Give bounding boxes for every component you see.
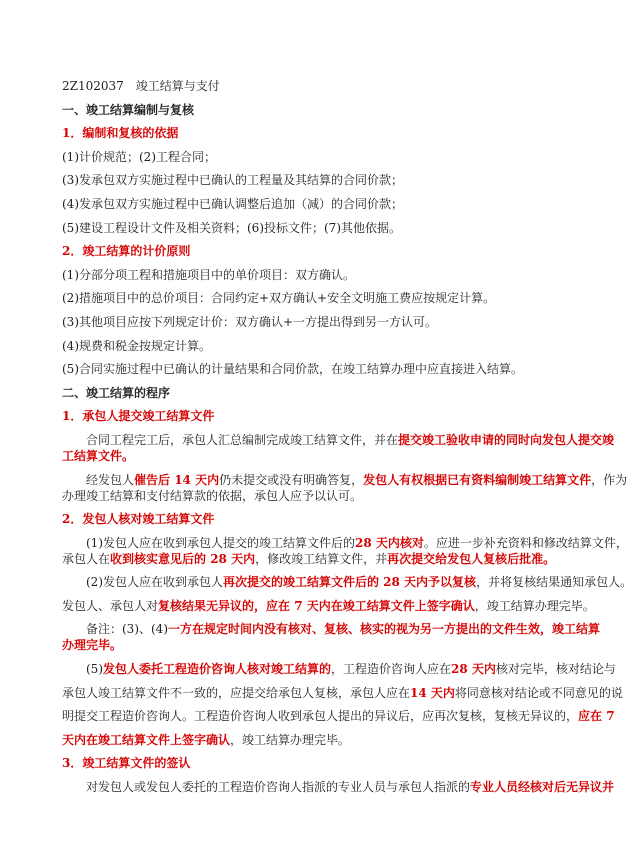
heading-section-2: 二、竣工结算的程序: [62, 385, 171, 400]
heading-section-1: 一、竣工结算编制与复核: [62, 102, 195, 117]
highlight-text: 竣工结算: [552, 622, 601, 637]
text-run: 办理竣工结算和支付结算款的依据，承包人应予以认可。: [62, 488, 363, 503]
list-item: (1)计价规范；(2)工程合同；: [62, 149, 216, 164]
heading-sub-2-3: 3．竣工结算文件的签认: [62, 756, 191, 771]
highlight-text: 工结算文件。: [62, 448, 135, 463]
heading-sub-2-1: 1．承包人提交竣工结算文件: [62, 409, 215, 424]
highlight-text: 再次提交给发包人复核后批准。: [387, 551, 556, 566]
highlight-text: 提交竣工验收申请的同时向发包人提交竣: [398, 432, 615, 447]
paragraph-line: [62, 448, 540, 464]
text-run: ，工程造价咨询人应在: [331, 662, 452, 677]
paragraph-line: [62, 621, 601, 637]
list-item: (2)措施项目中的总价项目：合同约定+双方确认+安全文明施工费应按规定计算。: [62, 291, 496, 306]
text-run: (2)发包人应在收到承包人: [86, 575, 223, 590]
paragraph-line: [62, 488, 540, 504]
text-run: (5): [86, 662, 103, 677]
highlight-text: 催告后 14 天内: [134, 472, 220, 487]
text-run: 承包人竣工结算文件不一致的，应提交给承包人复核，承包人应在: [62, 685, 411, 700]
text-run: ，修改竣工结算文件，并: [255, 551, 388, 566]
text-run: 合同工程完工后，承包人汇总编制完成竣工结算文件，并在: [86, 432, 399, 447]
heading-sub-2-2: 2．发包人核对竣工结算文件: [62, 512, 215, 527]
highlight-text: 28 天内核对: [355, 535, 424, 550]
highlight-text: 天内在竣工结算文件上签字确: [62, 732, 219, 747]
highlight-text: 再次提交的竣工结算文件后的 28 天内予以复核: [223, 575, 477, 590]
highlight-text: 14 天内: [410, 685, 455, 700]
heading-sub-1-1: 1．编制和复核的依据: [62, 126, 179, 141]
list-item: (3)其他项目应按下列规定计价：双方确认+一方提出得到另一方认可。: [62, 314, 438, 329]
list-item: (4)发承包双方实施过程中已确认调整后追加（减）的合同价款；: [62, 196, 404, 211]
text-run: 。应进一步补充资料和修改结算文件，: [423, 535, 628, 550]
text-run: 仍未提交或没有明确答复，: [219, 472, 364, 487]
text-run: 核对完毕，核对结论与: [495, 662, 616, 677]
list-item: (5)合同实施过程中已确认的计量结果和合同价款，在竣工结算办理中应直接进入结算。: [62, 362, 524, 377]
text-run: 承包人在: [62, 551, 111, 566]
paragraph-line: [62, 472, 628, 488]
highlight-text: 一方在规定时间内没有核对、复核、核实的视为另一方提出的文件生效，: [168, 622, 553, 637]
paragraph-line: [62, 551, 556, 567]
paragraph-line: [62, 661, 616, 677]
section-header: 2Z102037 竣工结算与支付: [62, 79, 220, 93]
highlight-text: 发包人委托工程造价咨询人核对竣工结算的: [103, 662, 332, 677]
text-run: 备注：(3)、(4): [86, 622, 168, 637]
text-run: (1)发包人应在收到承包人提交的竣工结算文件后的: [86, 535, 355, 550]
paragraph-line: [62, 779, 615, 795]
paragraph-line: [62, 432, 615, 448]
text-run: 发包人、承包人对: [62, 598, 159, 613]
highlight-text: 复核结果无异议的，应在 7 天内在竣工结算文件上签字确认: [158, 598, 475, 613]
paragraph-line: [62, 708, 615, 724]
highlight-text: 办理完毕。: [62, 638, 123, 653]
text-run: 对发包人或发包人委托的工程造价咨询人指派的专业人员与承包人指派的: [86, 780, 471, 795]
list-item: (4)规费和税金按规定计算。: [62, 338, 211, 353]
highlight-text: 应在 7: [578, 709, 615, 724]
text-run: ，作为: [591, 472, 628, 487]
paragraph-line: [62, 637, 540, 653]
highlight-text: 发包人有权根据已有资料编制竣工结算文件: [363, 472, 592, 487]
document-page: [62, 78, 632, 795]
list-item: (5)建设工程设计文件及相关资料；(6)投标文件；(7)其他依据。: [62, 220, 401, 235]
text-run: ，竣工结算办理完毕。: [474, 598, 595, 613]
paragraph-line: [62, 732, 540, 748]
list-item: (3)发承包双方实施过程中已确认的工程量及其结算的合同价款；: [62, 173, 404, 188]
paragraph-line: [62, 598, 595, 614]
text-run: 经发包人: [86, 472, 135, 487]
highlight-text: 收到核实意见后的 28 天内: [110, 551, 256, 566]
list-item: (1)分部分项工程和措施项目中的单价项目：双方确认。: [62, 267, 356, 282]
highlight-text: 28 天内: [451, 662, 496, 677]
text-run: 将同意核对结论或不同意见的说: [454, 685, 623, 700]
paragraph-line: [62, 574, 632, 590]
text-run: 明提交工程造价咨询人。工程造价咨询人收到承包人提出的异议后，应再次复核，复核无异议的，: [62, 709, 579, 724]
heading-sub-1-2: 2．竣工结算的计价原则: [62, 244, 191, 259]
paragraph-line: [62, 685, 623, 701]
highlight-text: 认: [218, 732, 231, 747]
paragraph-line: [62, 535, 628, 551]
text-run: ，并将复核结果通知承包人。: [476, 575, 632, 590]
highlight-text: 专业人员经核对后无异议并: [470, 780, 615, 795]
text-run: ，竣工结算办理完毕。: [230, 732, 351, 747]
